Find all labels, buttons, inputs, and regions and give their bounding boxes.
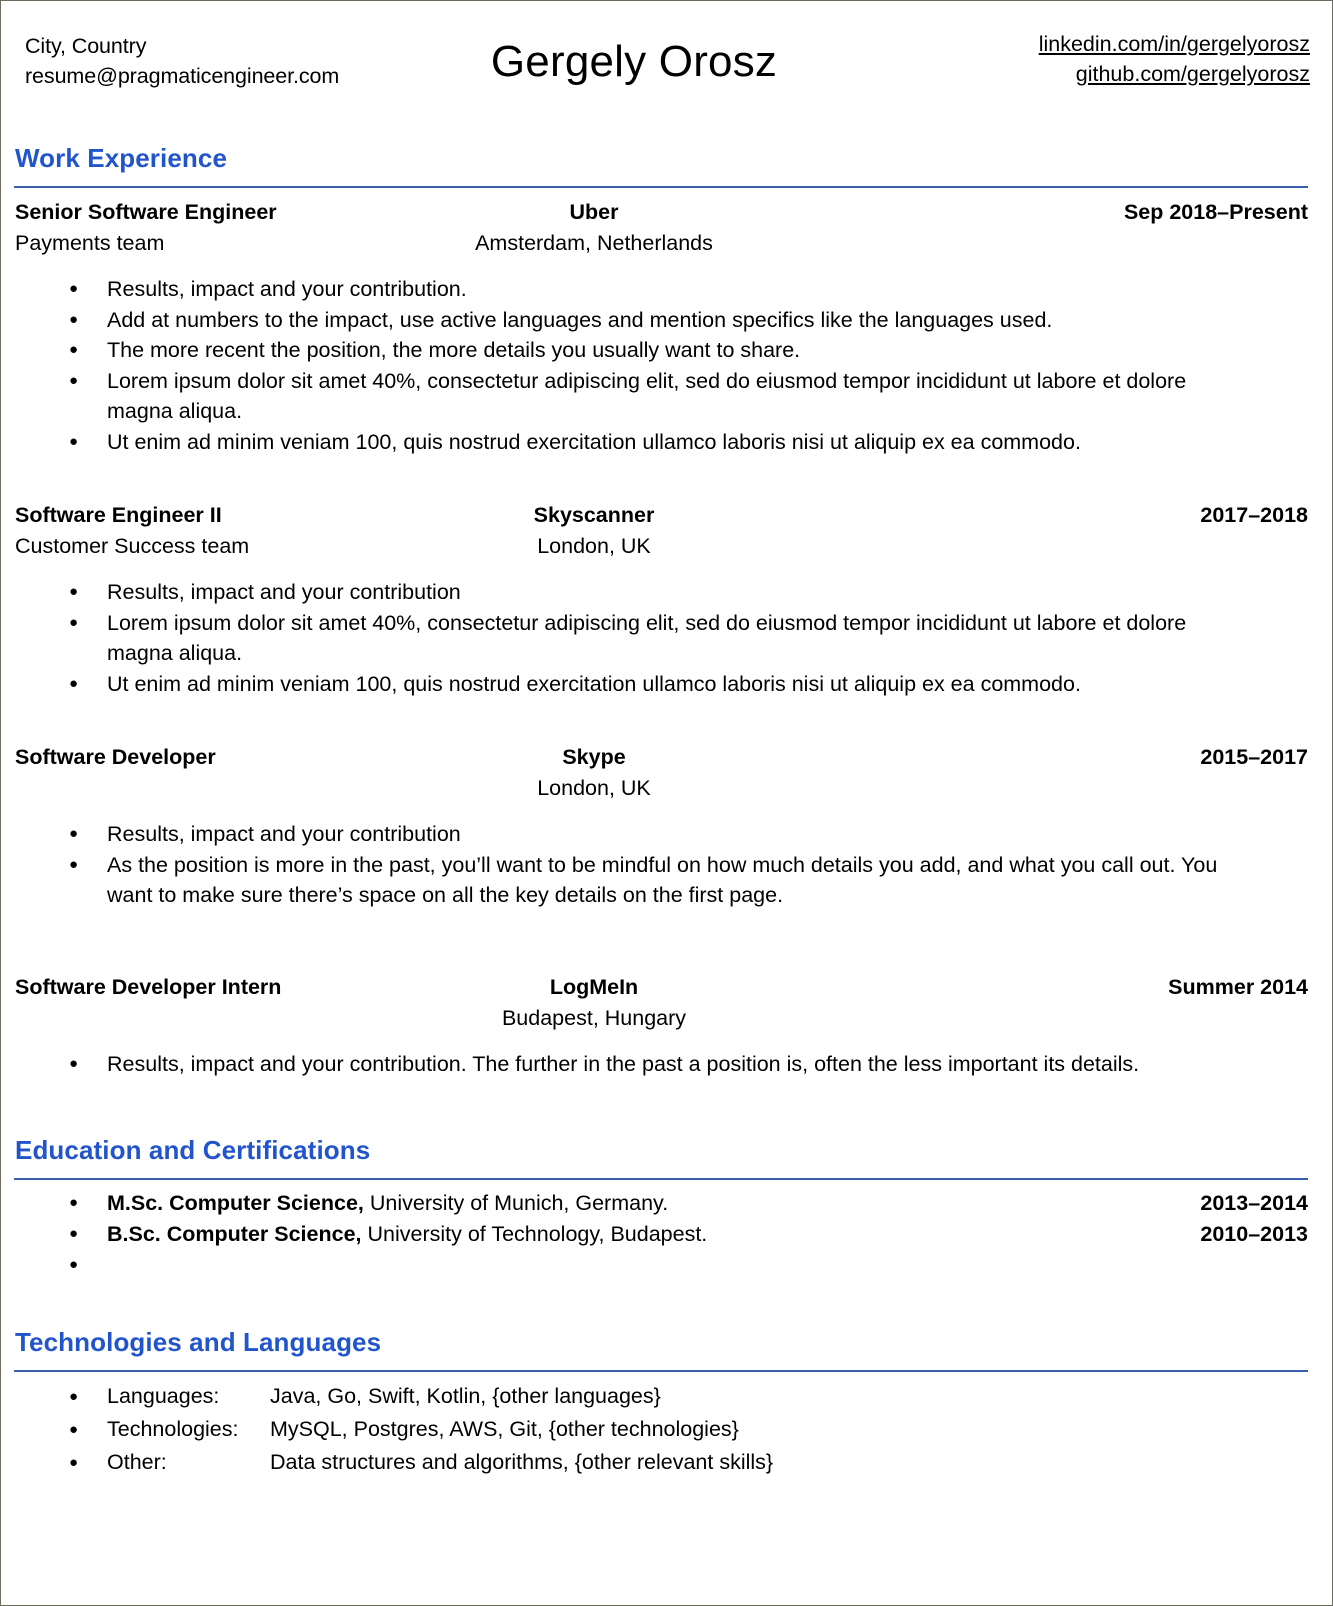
job-dates: 2017–2018: [1200, 503, 1308, 527]
linkedin-link[interactable]: linkedin.com/in/gergelyorosz: [1038, 32, 1310, 56]
job-bullet: ● Lorem ipsum dolor sit amet 40%, consectetur adipiscing elit, sed do eiusmod tempor incididunt ut labore et dolore magna aliqua.: [14, 608, 1254, 669]
job-company: Skyscanner: [533, 503, 655, 527]
job-company: Skype: [562, 745, 626, 769]
education-degree: B.Sc. Computer Science,: [107, 1222, 362, 1246]
job-role: Software Engineer II: [15, 503, 222, 527]
education-years: 2013–2014: [1200, 1191, 1308, 1215]
section-title-technologies: Technologies and Languages: [15, 1327, 382, 1357]
job-role: Software Developer: [15, 745, 216, 769]
technology-label: Other:: [107, 1450, 167, 1474]
section-title-work-experience: Work Experience: [15, 143, 228, 173]
job-bullet-list: [14, 1049, 1254, 1080]
section-title-education: Education and Certifications: [15, 1135, 371, 1165]
job-bullet: ● Lorem ipsum dolor sit amet 40%, consectetur adipiscing elit, sed do eiusmod tempor incididunt ut labore et dolore magna aliqua.: [14, 366, 1254, 427]
job-dates: Summer 2014: [1168, 974, 1308, 999]
job-entry: [14, 503, 1308, 699]
job-company: LogMeIn: [549, 974, 639, 999]
technology-row: [14, 1380, 1254, 1413]
job-bullet-list: [14, 819, 1254, 911]
job-dates: 2015–2017: [1200, 745, 1308, 769]
job-location: Budapest, Hungary: [501, 1005, 687, 1030]
resume-content: [1, 1, 1332, 1605]
github-link[interactable]: github.com/gergelyorosz: [1075, 62, 1310, 86]
section-work-experience: [14, 143, 1308, 1079]
job-bullet: ● As the position is more in the past, you’ll want to be mindful on how much details you add, and what you call out. You want to make sure there’s space on all the key details on the first page.: [14, 850, 1254, 911]
education-list: [14, 1188, 1308, 1281]
job-bullet: ● Results, impact and your contribution.: [14, 274, 1254, 305]
job-entry: [14, 745, 1308, 911]
education-institution: University of Technology, Budapest.: [361, 1222, 708, 1246]
job-location: London, UK: [537, 776, 651, 800]
job-bullet-list: [14, 577, 1254, 699]
job-entry: [14, 974, 1308, 1080]
technology-value: MySQL, Postgres, AWS, Git, {other technologies}: [270, 1417, 739, 1441]
job-bullet: ● Results, impact and your contribution. The further in the past a position is, often the less important its details.: [14, 1049, 1254, 1080]
job-dates: Sep 2018–Present: [1123, 200, 1308, 224]
job-bullet: ● Ut enim ad minim veniam 100, quis nostrud exercitation ullamco laboris nisi ut aliquip ex ea commodo.: [14, 427, 1254, 458]
contact-location: City, Country: [25, 34, 147, 58]
job-bullet-list: [14, 274, 1254, 457]
job-bullet: ● Ut enim ad minim veniam 100, quis nostrud exercitation ullamco laboris nisi ut aliquip ex ea commodo.: [14, 669, 1254, 700]
profile-links: [1039, 29, 1310, 89]
education-institution: University of Munich, Germany.: [363, 1191, 669, 1215]
education-degree: M.Sc. Computer Science,: [107, 1191, 364, 1215]
technology-row: [14, 1413, 1254, 1446]
technology-value: Java, Go, Swift, Kotlin, {other languages}: [270, 1384, 661, 1408]
job-location: London, UK: [537, 534, 651, 558]
technology-label: Languages:: [107, 1384, 220, 1408]
candidate-name: Gergely Orosz: [490, 37, 778, 86]
job-company: Uber: [569, 200, 619, 224]
education-entry: [14, 1188, 1308, 1219]
job-role: Software Developer Intern: [15, 974, 282, 999]
technologies-list: [14, 1380, 1254, 1479]
job-entry: [14, 200, 1308, 457]
technology-value: Data structures and algorithms, {other relevant skills}: [270, 1450, 774, 1474]
job-team: Customer Success team: [15, 534, 250, 558]
section-education: [14, 1135, 1308, 1281]
job-role: Senior Software Engineer: [15, 200, 277, 224]
job-bullet: ● Results, impact and your contribution: [14, 577, 1254, 608]
contact-email: resume@pragmaticengineer.com: [25, 64, 340, 88]
technology-label: Technologies:: [107, 1417, 239, 1441]
education-years: 2010–2013: [1200, 1222, 1308, 1246]
job-bullet: ● Add at numbers to the impact, use active languages and mention specifics like the languages used.: [14, 305, 1254, 336]
education-entry: [14, 1219, 1308, 1250]
education-entry-empty: [14, 1250, 1254, 1281]
job-location: Amsterdam, Netherlands: [475, 231, 713, 255]
section-technologies: [14, 1327, 1254, 1479]
job-team: Payments team: [15, 231, 165, 255]
technology-row: [14, 1446, 1254, 1479]
resume-header: [14, 25, 1310, 143]
job-bullet: ● Results, impact and your contribution: [14, 819, 1254, 850]
job-bullet: ● The more recent the position, the more details you usually want to share.: [14, 335, 1254, 366]
